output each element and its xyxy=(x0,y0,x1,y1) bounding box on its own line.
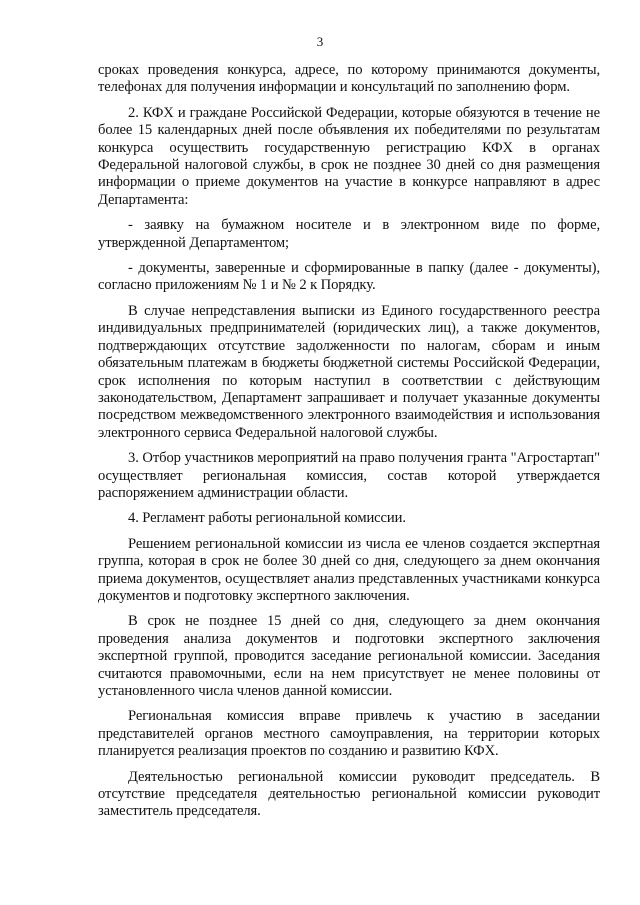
paragraph-chairman: Деятельностью региональной комиссии руководит председатель. В отсутствие председателя деятельностью региональной комиссии руководит заместитель председателя. xyxy=(98,768,600,820)
paragraph-local-government: Региональная комиссия вправе привлечь к участию в заседании представителей органов местного самоуправления, на территории которых планируется реализация проектов по созданию и развитию КФХ. xyxy=(98,708,600,760)
paragraph-continuation: сроках проведения конкурса, адресе, по которому принимаются документы, телефонах для получения информации и консультаций по заполнению форм. xyxy=(98,62,600,96)
paragraph-application-item: - заявку на бумажном носителе и в электронном виде по форме, утвержденной Департаментом; xyxy=(98,217,600,251)
paragraph-documents-item: - документы, заверенные и сформированные в папку (далее - документы), согласно приложениям № 1 и № 2 к Порядку. xyxy=(98,260,600,294)
page-number: 3 xyxy=(316,34,324,49)
paragraph-expert-group: Решением региональной комиссии из числа ее членов создается экспертная группа, которая в срок не более 30 дней со дня, следующего за днем окончания приема документов, осуществляет анализ представленных участниками конкурса документов и подготовку экспертного заключения. xyxy=(98,535,600,604)
paragraph-commission-meeting: В срок не позднее 15 дней со дня, следующего за днем окончания проведения анализа документов и подготовки экспертного заключения экспертной группой, проводится заседание региональной комиссии. Заседания считаются правомочными, если на нем присутствует не менее половины от установленного числа членов данной комиссии. xyxy=(98,613,600,699)
paragraph-item-2: 2. КФХ и граждане Российской Федерации, которые обязуются в течение не более 15 календарных дней после объявления их победителями по результатам конкурса осуществить государственную регистрацию КФХ в органах Федеральной налоговой службы, в срок не позднее 30 дней со дня размещения информации о приеме документов на участие в конкурсе направляют в адрес Департамента: xyxy=(98,104,600,208)
paragraph-item-4: 4. Регламент работы региональной комиссии. xyxy=(128,510,406,527)
document-body xyxy=(98,62,600,829)
paragraph-interagency-request: В случае непредставления выписки из Единого государственного реестра индивидуальных предпринимателей (юридических лиц), а также документов, подтверждающих отсутствие задолженности по налогам, сборам и иным обязательным платежам в бюджеты бюджетной системы Российской Федерации, срок исполнения по которым наступил в соответствии с действующим законодательством, Департамент запрашивает и получает указанные документы посредством межведомственного электронного взаимодействия и использования электронного сервиса Федеральной налоговой службы. xyxy=(98,302,600,441)
paragraph-item-3: 3. Отбор участников мероприятий на право получения гранта "Агростартап" осуществляет региональная комиссия, состав которой утверждается распоряжением администрации области. xyxy=(98,450,600,501)
